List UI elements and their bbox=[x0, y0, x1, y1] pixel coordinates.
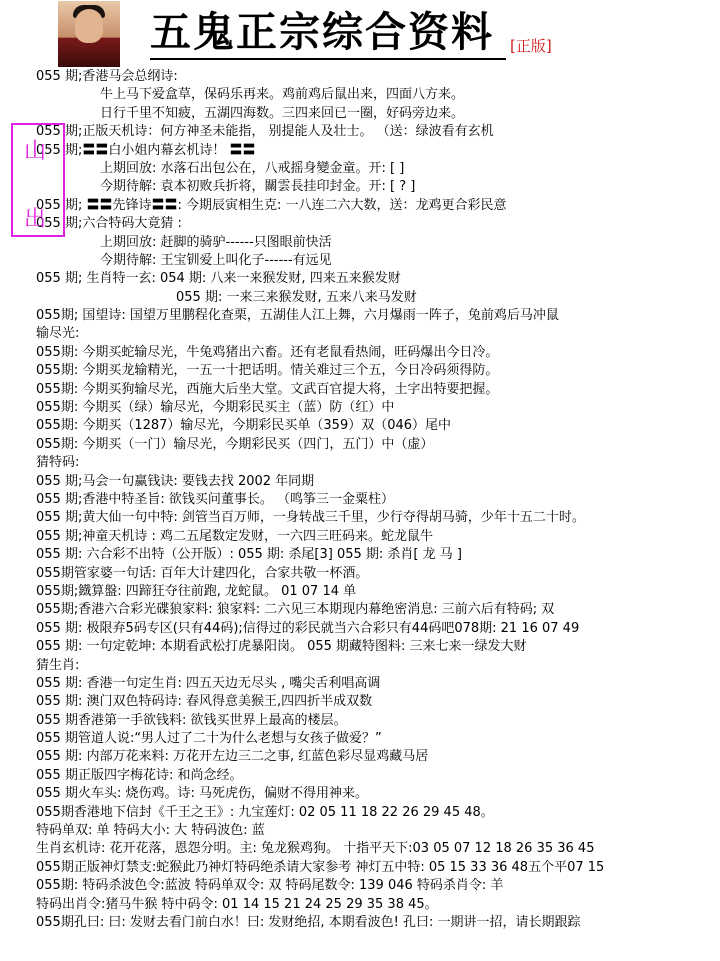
text-line: 055期: 今期买（绿）输尽光，今期彩民买主（蓝）防（红）中 bbox=[36, 400, 395, 416]
text-line: 055 期管道人说:“男人过了二十为什么老想与女孩子做爱？” bbox=[36, 731, 382, 747]
text-line: 055 期; 〓〓先锋诗〓〓: 今期辰寅相生克: 一八连二六大数，送：龙鸡更合彩民意 bbox=[36, 197, 507, 213]
page-title: 五鬼正宗综合资料 bbox=[150, 8, 494, 56]
text-line: 055 期;正版天机诗：何方神圣未能指， 别提能人及壮士。 （送：绿波看有玄机 bbox=[36, 124, 494, 140]
text-line: 猜特码: bbox=[36, 455, 80, 471]
text-line: 055 期;香港中特圣旨: 欲钱买问董事长。 （鸣筝三一金粟柱） bbox=[36, 491, 394, 507]
document-body bbox=[36, 68, 720, 932]
text-line: 输尽光: bbox=[36, 326, 80, 342]
photo-face bbox=[75, 9, 103, 43]
author-photo bbox=[58, 1, 120, 67]
text-line: 055 期;香港马会总纲诗: bbox=[36, 69, 178, 84]
text-line: 055期管家婆一句话: 百年大计建四化，合家共敬一杯酒。 bbox=[36, 565, 369, 581]
text-line: 055期孔曰: 曰: 发财去看门前白水！曰: 发财绝招, 本期看波色! 孔曰: 一期讲一招，请长期跟踪 bbox=[36, 914, 581, 930]
text-line: 055期;香港六合彩光碟狼家料: 狼家料: 二六见三本期现内幕绝密消息: 三前六后有特码; 双 bbox=[36, 602, 555, 618]
header bbox=[0, 0, 720, 68]
overlay-char-bottom: 出 bbox=[24, 207, 47, 232]
text-line: 055 期;黄大仙一句中特: 剑管当百万师，一身转战三千里，少行夺得胡马骑，少年十五二十时。 bbox=[36, 510, 585, 526]
genuine-badge: [正版] bbox=[510, 37, 552, 55]
text-line: 特码单双: 单 特码大小: 大 特码波色: 蓝 bbox=[36, 823, 265, 839]
text-line: 055期正版神灯禁支:蛇猴此乃神灯特码绝杀请大家参考 神灯五中特: 05 15 33 36 48五个平07 15 bbox=[36, 859, 605, 875]
text-line: 上期回放: 赶脚的骑驴------只图眼前快活 bbox=[100, 234, 332, 250]
text-line: 今期待解: 王宝钏爱上叫化子------有远见 bbox=[100, 252, 332, 268]
text-line: 上期回放: 水落石出包公在，八戒摇身變金童。开: [ ] bbox=[100, 160, 405, 176]
text-line: 055 期: 六合彩不出特（公开版）: 055 期: 杀尾[3] 055 期: 杀肖[ 龙 马 ] bbox=[36, 547, 462, 563]
text-line: 生肖玄机诗: 花开花落，恩怨分明。主: 兔龙猴鸡狗。 十指平天下:03 05 07 12 18 26 35 36 45 bbox=[36, 841, 595, 857]
text-line: 055期: 特码杀波色令:蓝波 特码单双令: 双 特码尾数令: 139 046 特码杀肖令: 羊 bbox=[36, 878, 504, 894]
overlay-char-top: 山 bbox=[24, 139, 47, 164]
text-line: 今期待解: 袁本初败兵折将，關雲長挂印封金。开: [ ? ] bbox=[100, 179, 416, 195]
text-line: 日行千里不知疲，五湖四海数。三四来回已一圈，好码旁边来。 bbox=[100, 105, 465, 121]
text-line: 055 期: 内部万花来料: 万花开左边三二之事, 红蓝色彩尽显鸡藏马居 bbox=[36, 749, 429, 765]
text-line: 055期: 今期买（一门）输尽光，今期彩民买（四门，五门）中（虚） bbox=[36, 436, 434, 452]
text-line: 055期: 今期买（1287）输尽光，今期彩民买单（359）双（046）尾中 bbox=[36, 418, 452, 434]
text-line: 055 期;马会一句赢钱诀: 要钱去找 2002 年同期 bbox=[36, 473, 315, 489]
text-line: 055期: 今期买蛇输尽光，牛兔鸡猪出六畜。还有老鼠看热闹，旺码爆出今日冷。 bbox=[36, 344, 499, 360]
text-line: 055 期: 澳门双色特码诗: 春风得意美猴王,四四折半成双数 bbox=[36, 694, 373, 710]
text-line: 055 期香港第一手欲钱料: 欲钱买世界上最高的楼层。 bbox=[36, 712, 347, 728]
text-line: 055 期; 生肖特一玄: 054 期: 八来一来猴发财, 四来五来猴发财 bbox=[36, 271, 401, 287]
text-line: 055 期: 一来三来猴发财, 五来八来马发财 bbox=[176, 289, 417, 305]
text-line: 055 期;六合特码大竟猜 : bbox=[36, 216, 182, 232]
text-line: 055 期;〓〓白小姐内幕玄机诗！ 〓〓 bbox=[36, 142, 256, 158]
text-line: 055期: 今期买龙输精光，一五一十把话明。情关难过三个五，今日冷码须得防。 bbox=[36, 363, 499, 379]
text-line: 055期;鐡算盤: 四蹄狂夺往前跑, 龙蛇鼠。 01 07 14 单 bbox=[36, 583, 357, 599]
title-underline bbox=[150, 58, 506, 60]
text-line: 牛上马下爱盒草，保码乐再来。鸡前鸡后鼠出来，四面八方来。 bbox=[100, 87, 465, 103]
text-line: 055 期正版四字梅花诗: 和尚念经。 bbox=[36, 767, 243, 783]
text-line: 055 期火车头: 烧伤鸡。诗: 马死虎伤，偏财不得用神来。 bbox=[36, 786, 368, 802]
text-line: 055期: 今期买狗输尽光，西施大后坐大堂。文武百官提大将，土字出特要把握。 bbox=[36, 381, 499, 397]
text-line: 特码出肖令:猪马牛猴 特中码令: 01 14 15 21 24 25 29 35 38 45。 bbox=[36, 896, 438, 912]
text-line: 055 期: 香港一句定生肖: 四五天边无尽头 , 嘴尖舌利唱高调 bbox=[36, 675, 381, 691]
text-line: 055 期;神童天机诗 : 鸡二五尾数定发财，一六四三旺码来。蛇龙鼠牛 bbox=[36, 528, 433, 544]
text-line: 055 期: 极限弃5码专区(只有44码);信得过的彩民就当六合彩只有44码吧078期: 21 16 07 49 bbox=[36, 620, 580, 636]
text-line: 055期; 国望诗: 国望万里鹏程化查栗，五湖佳人江上舞，六月爆雨一阵子，兔前鸡后马冲鼠 bbox=[36, 308, 559, 324]
text-line: 055期香港地下信封《千王之王》: 九宝莲灯: 02 05 11 18 22 26 29 45 48。 bbox=[36, 804, 494, 820]
text-line: 055 期: 一句定乾坤: 本期看武松打虎暴阳岗。 055 期藏特图料: 三来七来一绿发大财 bbox=[36, 639, 527, 655]
text-line: 猜生肖: bbox=[36, 657, 80, 673]
